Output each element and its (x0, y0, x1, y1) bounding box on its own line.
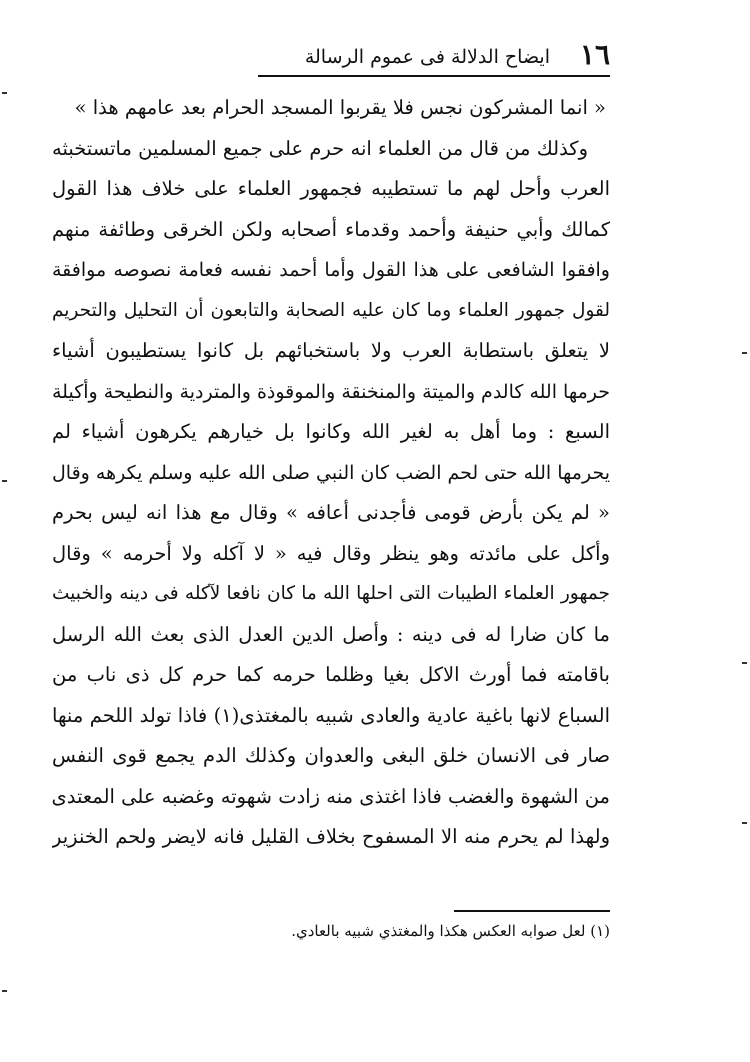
text-line: وأكل على مائدته وهو ينظر وقال فيه « لا آكله ولا أحرمه » وقال (52, 541, 610, 565)
header-rule (258, 75, 610, 77)
text-line: السباع لانها باغية عادية والعادى شبيه بالمغتذى(١) فاذا تولد اللحم منها (52, 703, 610, 727)
page-header (258, 40, 610, 74)
text-line: العرب وأحل لهم ما تستطيبه فجمهور العلماء على خلاف هذا القول (52, 177, 610, 200)
text-line: « لم يكن بأرض قومى فأجدنى أعافه » وقال مع هذا انه ليس بحرم (52, 501, 610, 524)
footnote-rule (454, 910, 610, 912)
page-number: ١٦ (579, 38, 610, 71)
text-line: وافقوا الشافعى على هذا القول وأما أحمد نفسه فعامة نصوصه موافقة (52, 259, 610, 281)
text-line: « انما المشركون نجس فلا يقربوا المسجد الحرام بعد عامهم هذا » (74, 96, 606, 119)
text-line: صار فى الانسان خلق البغى والعدوان وكذلك الدم يجمع قوى النفس (52, 744, 610, 767)
body-text (52, 88, 610, 858)
text-line: يحرمها الله حتى لحم الضب كان النبي صلى الله عليه وسلم يكرهه وقال (52, 461, 610, 484)
text-line: جمهور العلماء الطيبات التى احلها الله ما كان نافعا لآكله فى دينه والخبيث (52, 583, 610, 604)
margin-mark (742, 662, 747, 664)
text-line: حرمها الله كالدم والميتة والمنخنقة والموقوذة والمتردية والنطيحة وأكيلة (52, 380, 610, 403)
margin-mark (2, 480, 7, 482)
text-line: كمالك وأبي حنيفة وأحمد وقدماء أصحابه ولكن الخرقى وطائفة منهم (52, 217, 610, 241)
running-title: ايضاح الدلالة فى عموم الرسالة (304, 46, 550, 68)
text-line: لقول جمهور العلماء وما كان عليه الصحابة والتابعون أن التحليل والتحريم (52, 299, 610, 321)
text-line: ما كان ضارا له فى دينه : وأصل الدين العدل الذى بعث الله الرسل (52, 622, 610, 646)
text-line: السبع : وما أهل به لغير الله وكانوا بل خيارهم يكرهون أشياء لم (52, 420, 610, 443)
footnote: (١) لعل صوابه العكس هكذا والمغتذي شبيه بالعادي. (291, 922, 610, 940)
text-line: وكذلك من قال من العلماء انه حرم على جميع المسلمين ماتستخبثه (52, 136, 588, 160)
text-line: ولهذا لم يحرم منه الا المسفوح بخلاف القليل فانه لايضر ولحم الخنزير (52, 825, 610, 848)
text-line: باقامته فما أورث الاكل بغيا وظلما حرمه كما حرم كل ذى ناب من (52, 663, 610, 686)
margin-mark (742, 822, 747, 824)
margin-mark (742, 352, 747, 354)
text-line: لا يتعلق باستطابة العرب ولا باستخبائهم بل كانوا يستطيبون أشياء (52, 339, 610, 362)
text-line: من الشهوة والغضب فاذا اغتذى منه زادت شهوته وغضبه على المعتدى (52, 784, 610, 808)
margin-mark (2, 92, 7, 94)
margin-mark (2, 990, 7, 992)
